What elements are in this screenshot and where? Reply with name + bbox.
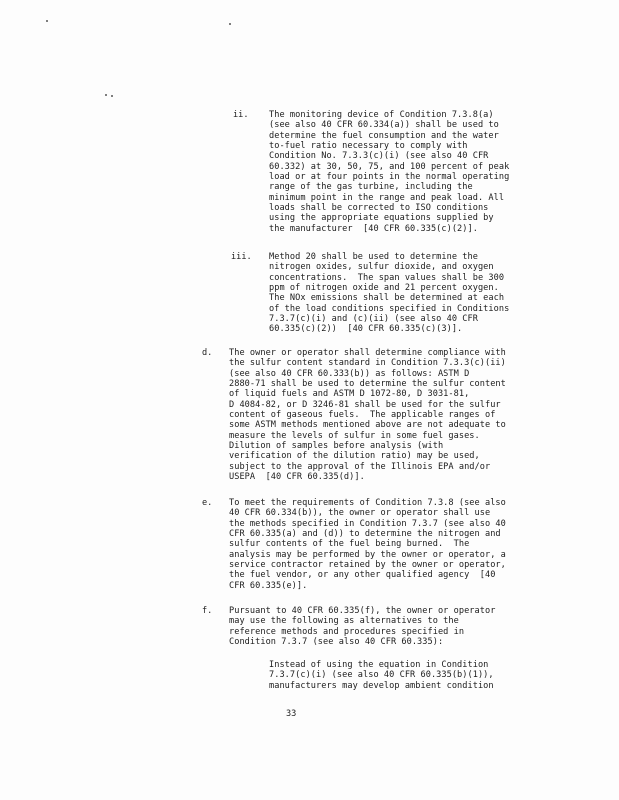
text-line: CFR 60.335(e)]. — [229, 580, 308, 591]
text-line: (see also 40 CFR 60.333(b)) as follows: ASTM D — [229, 368, 470, 379]
text-line: reference methods and procedures specified in — [229, 626, 465, 637]
item-marker-f: f. — [202, 606, 213, 616]
text-line: service contractor retained by the owner or operator, — [229, 560, 506, 571]
text-line: range of the gas turbine, including the — [269, 182, 473, 193]
paragraph-iii — [269, 252, 509, 335]
text-line: D 4084-82, or D 3246-81 shall be used for the sulfur — [229, 399, 501, 410]
text-line: content of gaseous fuels. The applicable ranges of — [229, 410, 496, 421]
text-line: determine the fuel consumption and the water — [269, 130, 499, 141]
text-line: verification of the dilution ratio) may be used, — [229, 451, 480, 462]
text-line: (see also 40 CFR 60.334(a)) shall be used to — [269, 120, 499, 131]
scan-speck — [111, 95, 113, 97]
text-line: 40 CFR 60.334(b)), the owner or operator shall use — [229, 508, 491, 519]
scan-speck — [229, 23, 231, 25]
text-line: Pursuant to 40 CFR 60.335(f), the owner or operator — [229, 606, 496, 616]
text-line: Condition 7.3.7 (see also 40 CFR 60.335): — [229, 637, 444, 648]
paragraph-d — [229, 348, 506, 482]
text-line: To meet the requirements of Condition 7.3.8 (see also — [229, 498, 506, 508]
scan-speck — [46, 20, 48, 22]
text-line: minimum point in the range and peak load. All — [269, 192, 505, 203]
text-line: analysis may be performed by the owner or operator, a — [229, 549, 506, 560]
text-line: may use the following as alternatives to the — [229, 616, 459, 627]
paragraph-ii — [269, 110, 509, 234]
text-line: of the load conditions specified in Conditions — [269, 303, 510, 314]
text-line: subject to the approval of the Illinois EPA and/or — [229, 461, 491, 472]
text-line: ppm of nitrogen oxide and 21 percent oxygen. — [269, 283, 499, 294]
text-line: the fuel vendor, or any other qualified agency [40 — [229, 570, 496, 581]
text-line: Method 20 shall be used to determine the — [269, 252, 478, 262]
text-line: loads shall be corrected to ISO conditions — [269, 203, 489, 214]
text-line: concentrations. The span values shall be 300 — [269, 272, 505, 283]
page-number: 33 — [286, 709, 297, 719]
text-line: using the appropriate equations supplied by — [269, 213, 494, 224]
text-line: manufacturers may develop ambient condition — [269, 680, 494, 691]
text-line: some ASTM methods mentioned above are not adequate to — [229, 420, 506, 431]
text-line: The monitoring device of Condition 7.3.8(a) — [269, 110, 494, 120]
text-line: the methods specified in Condition 7.3.7 (see also 40 — [229, 518, 506, 529]
text-line: 60.335(c)(2)) [40 CFR 60.335(c)(3)]. — [269, 324, 463, 335]
text-line: 7.3.7(c)(i) and (c)(ii) (see also 40 CFR — [269, 314, 478, 325]
text-line: USEPA [40 CFR 60.335(d)]. — [229, 472, 365, 483]
paragraph-e — [229, 498, 506, 591]
text-line: Condition No. 7.3.3(c)(i) (see also 40 CFR — [269, 151, 489, 162]
text-line: the sulfur content standard in Condition 7.3.3(c)(ii) — [229, 358, 506, 369]
text-line: sulfur contents of the fuel being burned. The — [229, 539, 470, 550]
paragraph-f — [229, 606, 495, 647]
text-line: measure the levels of sulfur in some fuel gases. — [229, 430, 480, 441]
paragraph-f-sub — [269, 660, 494, 691]
text-line: Dilution of samples before analysis (with — [229, 441, 444, 452]
text-line: load or at four points in the normal operating — [269, 172, 510, 183]
text-line: to-fuel ratio necessary to comply with — [269, 141, 468, 152]
text-line: 2880-71 shall be used to determine the sulfur content — [229, 379, 506, 390]
item-marker-iii: iii. — [231, 252, 252, 262]
text-line: CFR 60.335(a) and (d)) to determine the nitrogen and — [229, 529, 501, 540]
scan-speck — [105, 94, 107, 96]
item-marker-d: d. — [202, 348, 213, 358]
text-line: of liquid fuels and ASTM D 1072-80, D 3031-81, — [229, 389, 470, 400]
text-line: The owner or operator shall determine compliance with — [229, 348, 506, 358]
text-line: 60.332) at 30, 50, 75, and 100 percent of peak — [269, 161, 510, 172]
text-line: the manufacturer [40 CFR 60.335(c)(2)]. — [269, 223, 478, 234]
text-line: The NOx emissions shall be determined at each — [269, 293, 505, 304]
text-line: 7.3.7(c)(i) (see also 40 CFR 60.335(b)(1)), — [269, 670, 494, 681]
item-marker-e: e. — [202, 498, 213, 508]
text-line: Instead of using the equation in Condition — [269, 660, 489, 670]
text-line: nitrogen oxides, sulfur dioxide, and oxygen — [269, 262, 494, 273]
item-marker-ii: ii. — [233, 110, 249, 120]
